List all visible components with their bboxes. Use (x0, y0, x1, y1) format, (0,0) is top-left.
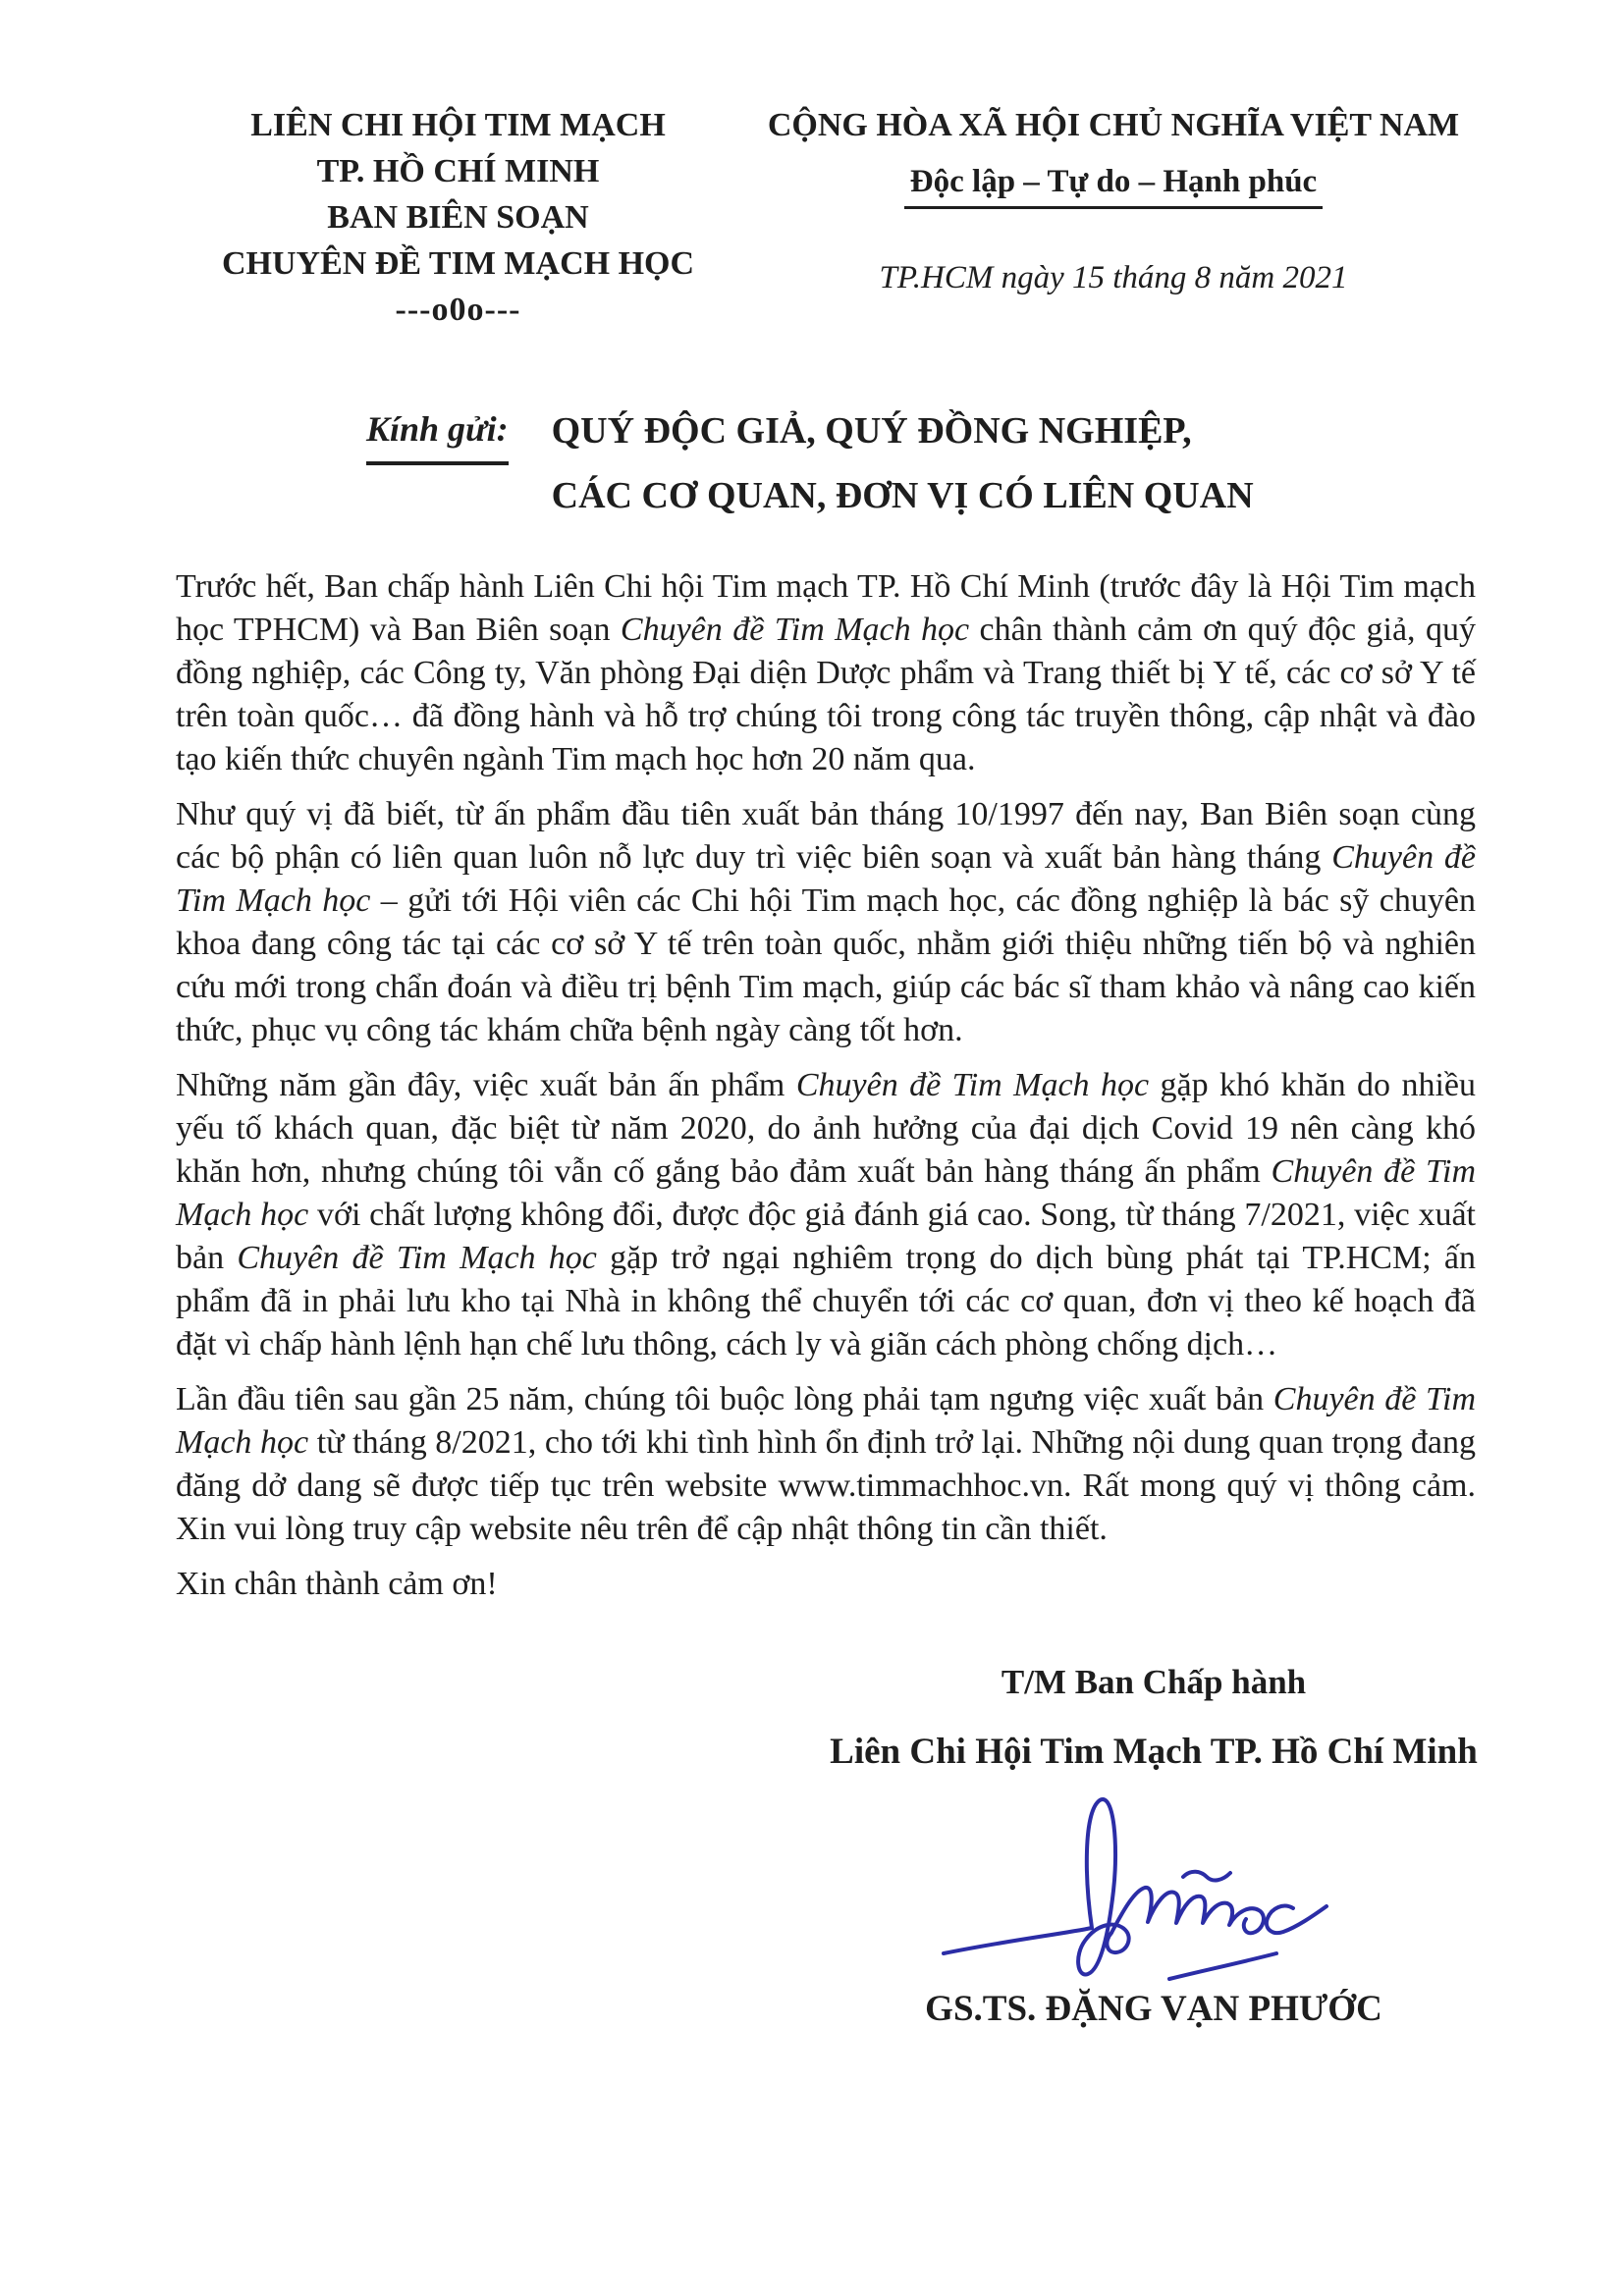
national-motto: Độc lập – Tự do – Hạnh phúc (904, 162, 1323, 209)
paragraph-3: Những năm gần đây, việc xuất bản ấn phẩm Chuyên đề Tim Mạch học gặp khó khăn do nhiều yếu tố khách quan, đặc biệt từ năm 2020, do ảnh hưởng của đại dịch Covid 19 nên càng khó khăn hơn, nhưng chúng tôi vẫn cố gắng bảo đảm xuất bản hàng tháng ấn phẩm Chuyên đề Tim Mạch học với chất lượng không đổi, được độc giả đánh giá cao. Song, từ tháng 7/2021, việc xuất bản Chuyên đề Tim Mạch học gặp trở ngại nghiêm trọng do dịch bùng phát tại TP.HCM; ấn phẩm đã in phải lưu kho tại Nhà in không thể chuyển tới các cơ quan, đơn vị theo kế hoạch đã đặt vì chấp hành lệnh hạn chế lưu thông, cách ly và giãn cách phòng chống dịch… (176, 1067, 1477, 1362)
national-header-block (740, 102, 1487, 296)
recipient-lines (552, 399, 1254, 528)
dateline: TP.HCM ngày 15 tháng 8 năm 2021 (879, 260, 1348, 295)
signature-block (825, 1661, 1483, 2032)
paragraph-2: Như quý vị đã biết, từ ấn phẩm đầu tiên xuất bản tháng 10/1997 đến nay, Ban Biên soạn cùng các bộ phận có liên quan luôn nỗ lực duy trì việc biên soạn và xuất bản hàng tháng Chuyên đề Tim Mạch học – gửi tới Hội viên các Chi hội Tim mạch học, các đồng nghiệp là bác sỹ chuyên khoa đang công tác tại các cơ sở Y tế trên toàn quốc, nhằm giới thiệu những tiến bộ và nghiên cứu mới trong chẩn đoán và điều trị bệnh Tim mạch, giúp các bác sĩ tham khảo và nâng cao kiến thức, phục vụ công tác khám chữa bệnh ngày càng tốt hơn. (176, 796, 1476, 1048)
ornament-separator: ---o0o--- (395, 292, 521, 328)
national-title: CỘNG HÒA XÃ HỘI CHỦ NGHĨA VIỆT NAM (767, 107, 1460, 143)
org-line-2: TP. HỒ CHÍ MINH (316, 153, 600, 189)
signer-name: GS.TS. ĐẶNG VẠN PHƯỚC (925, 1989, 1382, 2029)
letter-body (176, 565, 1476, 1618)
handwritten-signature (825, 1787, 1483, 1983)
recipient-line-2: CÁC CƠ QUAN, ĐƠN VỊ CÓ LIÊN QUAN (551, 475, 1254, 516)
salutation-label: Kính gửi: (366, 399, 509, 465)
salutation (366, 399, 1487, 528)
paragraph-4: Lần đầu tiên sau gần 25 năm, chúng tôi buộc lòng phải tạm ngưng việc xuất bản Chuyên đề Tim Mạch học từ tháng 8/2021, cho tới khi tình hình ổn định trở lại. Những nội dung quan trọng đang đăng dở dang sẽ được tiếp tục trên website www.timmachhoc.vn. Rất mong quý vị thông cảm. Xin vui lòng truy cập website nêu trên để cập nhật thông tin cần thiết. (176, 1381, 1477, 1547)
issuing-organization-block (176, 102, 740, 333)
on-behalf-line: T/M Ban Chấp hành (1001, 1663, 1307, 1701)
signing-organization: Liên Chi Hội Tim Mạch TP. Hồ Chí Minh (830, 1732, 1478, 1772)
org-line-3: BAN BIÊN SOẠN (327, 199, 589, 236)
recipient-line-1: QUÝ ĐỘC GIẢ, QUÝ ĐỒNG NGHIỆP, (551, 410, 1192, 452)
closing-line: Xin chân thành cảm ơn! (176, 1566, 498, 1602)
paragraph-1: Trước hết, Ban chấp hành Liên Chi hội Tim mạch TP. Hồ Chí Minh (trước đây là Hội Tim mạch học TPHCM) và Ban Biên soạn Chuyên đề Tim Mạch học chân thành cảm ơn quý độc giả, quý đồng nghiệp, các Công ty, Văn phòng Đại diện Dược phẩm và Trang thiết bị Y tế, các cơ sở Y tế trên toàn quốc… đã đồng hành và hỗ trợ chúng tôi trong công tác truyền thông, cập nhật và đào tạo kiến thức chuyên ngành Tim mạch học hơn 20 năm qua. (176, 568, 1476, 777)
signature-ink (938, 1787, 1370, 1988)
org-line-4: CHUYÊN ĐỀ TIM MẠCH HỌC (221, 245, 695, 282)
letterhead (176, 102, 1487, 333)
org-line-1: LIÊN CHI HỘI TIM MẠCH (250, 107, 666, 143)
